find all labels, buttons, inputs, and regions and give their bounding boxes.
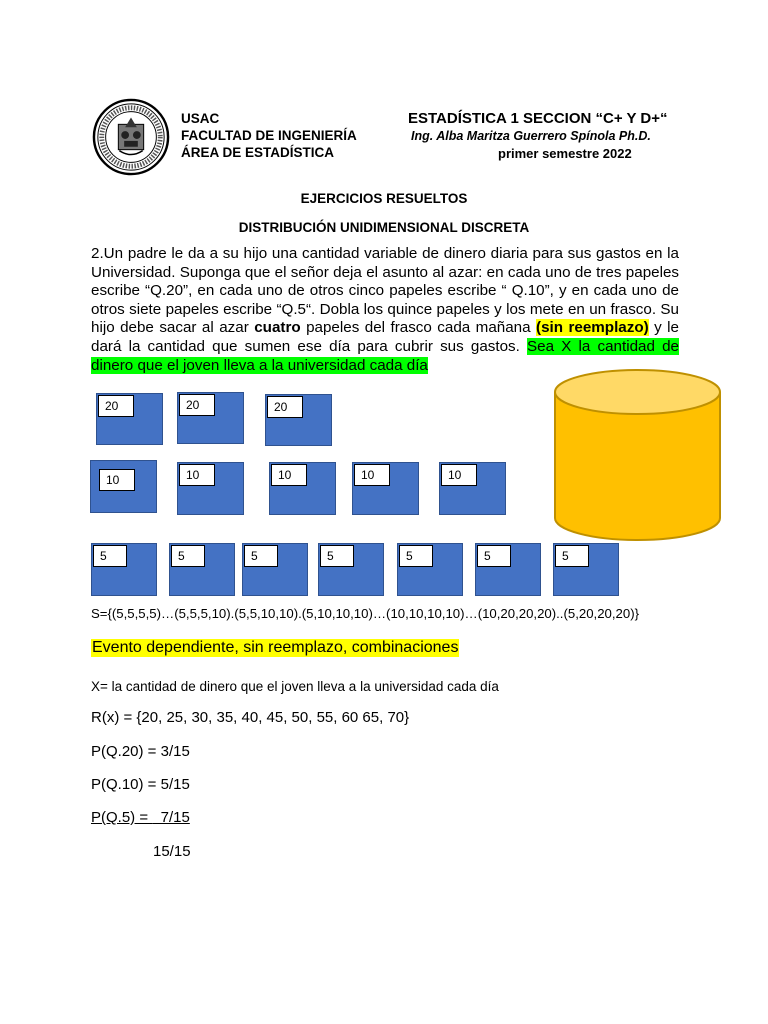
problem-text-1: 2.Un padre le da a su hijo una cantidad variable de dinero diaria para sus gastos en la Universidad. Suponga que el señor deja el asunto al azar: en cada uno de tres papeles escribe “Q.20”, en cada uno de otros cinco papeles escribe “ Q.10”, y en cada uno de otros siete papeles escribe “Q.5“. Dobla los quince papeles y los mete en un frasco. Su hijo debe sacar al azar: [91, 245, 679, 337]
probability-q20: P(Q.20) = 3/15: [91, 743, 190, 760]
page-title: EJERCICIOS RESUELTOS: [300, 191, 468, 206]
page-subtitle: DISTRIBUCIÓN UNIDIMENSIONAL DISCRETA: [238, 220, 530, 235]
paper-q10-label: 10: [179, 464, 215, 486]
probability-q5: [91, 809, 190, 826]
paper-q5-label: 5: [244, 545, 278, 567]
paper-q5-label: 5: [477, 545, 511, 567]
paper-q20-label: 20: [98, 395, 134, 417]
problem-text-3: y le dará la cantidad que sumen ese día para cubrir sus gastos.: [91, 319, 679, 355]
probability-q5-value: 7/15: [152, 809, 190, 826]
paper-q5-label: 5: [171, 545, 205, 567]
paper-q10-label: 10: [441, 464, 477, 486]
faculty-name: FACULTAD DE INGENIERÍA: [181, 128, 357, 143]
x-definition: X= la cantidad de dinero que el joven lleva a la universidad cada día: [91, 679, 499, 694]
probability-total: 15/15: [153, 843, 191, 860]
paper-q10-label: 10: [354, 464, 390, 486]
probability-q5-prefix: P(Q.5) =: [91, 809, 153, 826]
paper-q5-label: 5: [320, 545, 354, 567]
paper-q5-label: 5: [93, 545, 127, 567]
course-title: ESTADÍSTICA 1 SECCION “C+ Y D+“: [408, 110, 668, 127]
problem-text-2: papeles del frasco cada mañana: [300, 319, 537, 337]
university-seal-icon: [92, 98, 170, 176]
header-left: [181, 110, 357, 161]
paper-q10-label: 10: [99, 469, 135, 491]
probability-q10: P(Q.10) = 5/15: [91, 776, 190, 793]
paper-q5-label: 5: [555, 545, 589, 567]
paper-q10-label: 10: [271, 464, 307, 486]
professor-name: Ing. Alba Maritza Guerrero Spínola Ph.D.: [411, 129, 651, 143]
paper-q20-label: 20: [267, 396, 303, 418]
highlight-variable-definition: Sea X la cantidad de dinero que el joven lleva a la universidad cada día: [91, 337, 679, 374]
range-set: R(x) = {20, 25, 30, 35, 40, 45, 50, 55, 60 65, 70}: [91, 709, 410, 726]
area-name: ÁREA DE ESTADÍSTICA: [181, 145, 335, 160]
paper-q5-label: 5: [399, 545, 433, 567]
institution-name: USAC: [181, 111, 220, 126]
paper-q20-label: 20: [179, 394, 215, 416]
highlight-no-replacement: (sin reemplazo): [536, 319, 649, 337]
problem-bold-word: cuatro: [254, 319, 301, 337]
sample-space: S={(5,5,5,5)…(5,5,5,10).(5,5,10,10).(5,10,10,10)…(10,10,10,10)…(10,20,20,20)..(5,20,20,20)}: [91, 606, 639, 621]
jar-icon: [553, 368, 722, 542]
semester: primer semestre 2022: [498, 146, 632, 161]
event-label: Evento dependiente, sin reemplazo, combinaciones: [92, 639, 459, 656]
problem-statement: [91, 245, 679, 375]
